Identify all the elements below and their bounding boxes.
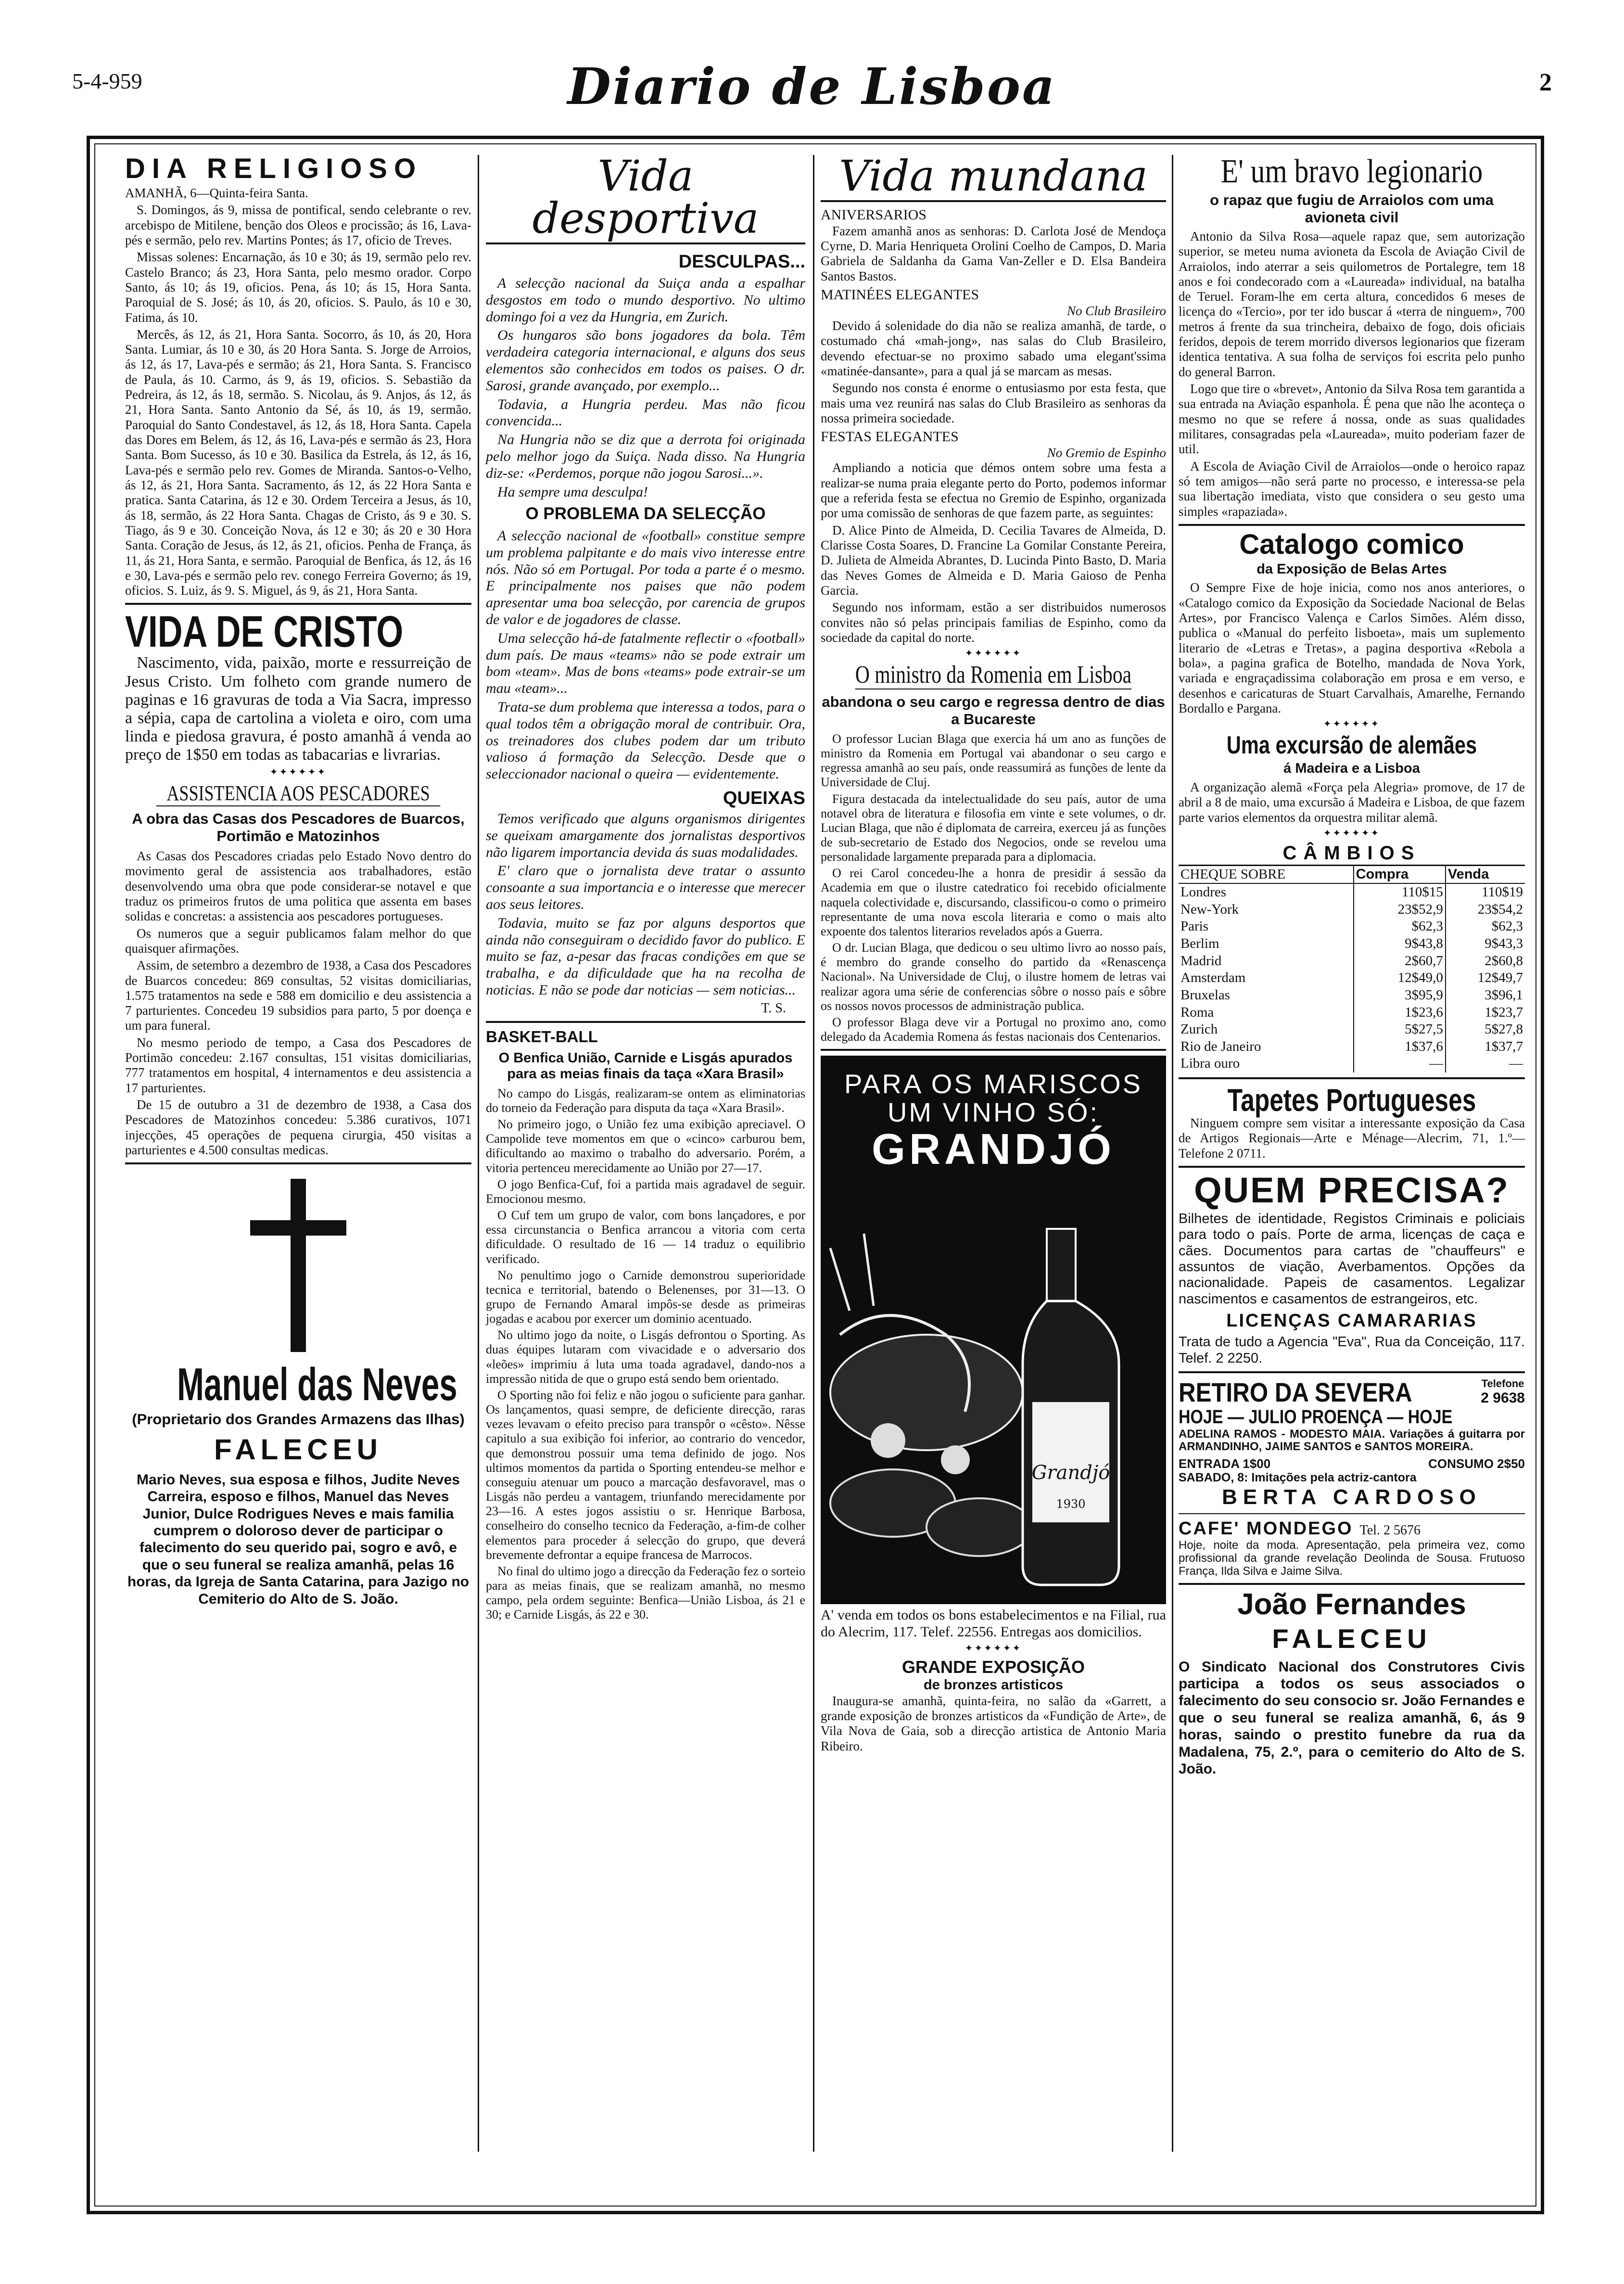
cafe-mondego-body: Hoje, noite da moda. Apresentação, pela primeira vez, como profissional da grande revelação Deolinda de Sousa. Frutuoso França, Ilda Silva e Jaime Silva. [1179, 1539, 1525, 1578]
ministro-paragraph: Figura destacada da intelectualidade do seu país, autor de uma notavel obra de literatura e filosofia em vinte e sete volumes, o dr. Lucian Blaga, que não é diplomata de carreira, exerceu já as funções de sub-secretario de Estado dos Negocios, onde se revelou uma personalidade largamente preparada para a diplomacia. [821, 791, 1166, 864]
divider [1179, 1371, 1525, 1373]
aniversarios-body: Fazem amanhã anos as senhoras: D. Carlota José de Mendoça Cyrne, D. Maria Henriqueta Orolini Coelho de Campos, D. Maria Gabriela de Saldanha da Gama Van-Zeller e D. Elsa Bandeira Santos Bastos. [821, 223, 1166, 283]
cambios-city: Bruxelas [1180, 987, 1231, 1003]
festas-paragraph: Ampliando a noticia que démos ontem sobre uma festa a realizar-se numa praia elegante perto do Porto, podemos informar que a referida festa se efectua no Gremio de Espinho, organizada por uma comissão de senhoras de que fazem parte, as seguintes: [821, 460, 1166, 521]
tapetes-body: Ninguem compre sem visitar a interessante exposição da Casa de Artigos Regionais—Arte e Ménage—Alecrim, 71, 1.º—Telefone 2 0711. [1179, 1116, 1525, 1161]
queixas-title: QUEIXAS [723, 788, 805, 808]
desculpas-paragraph: Na Hungria não se diz que a derrota foi originada pelo melhor jogo da Suiça. Nada disso. Na Hungria diz-se: «Perdemos, porque não jogou Sarosi...». [486, 432, 805, 481]
cambios-city: Berlim [1180, 936, 1219, 952]
dia-religioso-lead: AMANHÃ, 6—Quinta-feira Santa. [125, 186, 308, 200]
joao-name: João Fernandes [1237, 1587, 1466, 1621]
cambios-compra: 1$37,6 [1354, 1038, 1446, 1056]
cambios-compra: 110$15 [1354, 883, 1446, 901]
column-1 [125, 155, 471, 1608]
cambios-row [1179, 970, 1525, 987]
cambios-title: CÂMBIOS [1179, 842, 1525, 866]
dia-religioso-paragraph: Mercês, ás 12, ás 21, Hora Santa. Socorro, ás 10, ás 20, Hora Santa. Lumiar, ás 10 e 30, ás 20 Hora Santa. S. Jorge de Arroios, ás 12, ás 17, Lava-pés e sermão; ás 21, Hora Santa. S. Francisco de Paula, ás 10. Carmo, ás 9, ás 19, oficios. S. Sebastião da Pedreira, ás 12, ás 18, sermão. S. Nicolau, ás 9. Anjos, ás 12, ás 21, Hora Santa. Santo Antonio da Sé, ás 10, ás 19, sermão. Paroquial do Santo Condestavel, ás 12, ás 18, Hora Santa. Capela das Dores em Belem, ás 12, ás 16, Lava-pés e sermão ás 23, Hora Santa. Bom Sucesso, ás 10 e 30. Basilica da Estrela, ás 12, ás 16, Lava-pés e sermão pelo rev. Gomes de Miranda. Santos-o-Velho, ás 12, ás 21, Hora Santa. Sacramento, ás 12, ás 22 Hora Santa e pratica. Santa Catarina, ás 12 e 30. Ordem Terceira a Jesus, ás 10, ás 18, sermão, ás 22 Hora Santa. Chagas de Cristo, ás 9 e 30. S. Tiago, ás 9 e 30. Conceição Nova, ás 12 e 30; ás 20 e 30 Hora Santa. Coração de Jesus, ás 12, ás 21, oficios. Penha de França, ás 11, ás 21, Hora Santa, e sermão. Paroquial de Benfica, ás 12, ás 16 e 30, Lava-pés e sermão pelo rev. conego Ferreira Governo; ás 19, oficios. S. Luiz, ás 9. S. Miguel, ás 9, ás 21, Hora Santa. [125, 327, 471, 598]
joao-body: O Sindicato Nacional dos Construtores Civis participa a todos os seus associados o falecimento do seu consocio sr. João Fernandes e que o seu funeral se realiza amanhã, 6, ás 9 horas, saindo o prestito funebre da rua da Madalena, 75, 2.º, para o cemiterio do Alto de S. João. [1179, 1659, 1525, 1777]
assistencia-subtitle: A obra das Casas dos Pescadores de Buarcos, Portimão e Matozinhos [132, 810, 465, 845]
cambios-venda: 2$60,8 [1446, 953, 1525, 970]
cambios-city: Londres [1180, 884, 1227, 900]
severa-title: RETIRO DA SEVERA [1179, 1377, 1412, 1407]
ministro-subtitle: abandona o seu cargo e regressa dentro de dias a Bucareste [822, 693, 1165, 727]
ornament-divider: ✦✦✦✦✦✦ [1323, 828, 1381, 839]
legionario-paragraph: A Escola de Aviação Civil de Arraiolos—onde o heroico rapaz só tem amigos—não será parte no processo, e interessa-se pela sua libertação imediata, visto que considera o seu gesto uma simples «rapaziada». [1179, 459, 1525, 519]
basket-paragraph: No ultimo jogo da noite, o Lisgás defrontou o Sporting. As duas équipes lutaram com vivacidade e o adversario dos «leões» imprimiu á luta uma toada agradavel, dando-nos a impressão nitida de que o grupo está sendo bem orientado. [486, 1328, 805, 1386]
legionario-paragraph: Logo que tire o «brevet», Antonio da Silva Rosa tem garantida a sua entrada na Aviação espanhola. É pena que não lhe aconteça o mesmo no que se refere á nossa, onde as suas qualidades militares, consagradas pela «Laureada», muito poderiam fazer de util. [1179, 382, 1525, 457]
ministro-paragraph: O professor Lucian Blaga que exercia há um ano as funções de ministro da Romenia em Portugal vai abandonar o seu cargo e regressa amanhã ao seu país, onde reassumirá as funções de lente da Universidade de Cluj. [821, 731, 1166, 790]
cambios-venda: 5$27,8 [1446, 1021, 1525, 1038]
severa-line1: ADELINA RAMOS - MODESTO MAIA. Variações á guitarra por ARMANDINHO, JAIME SANTOS e SANTOS MOREIRA. [1179, 1428, 1525, 1454]
grandjo-line2: UM VINHO SÓ: [887, 1097, 1100, 1127]
column-4 [1179, 155, 1525, 1777]
dia-religioso-paragraph: S. Domingos, ás 9, missa de pontifical, sendo celebrante o rev. arcebispo de Mitilene, benção dos Oleos e procissão; ás 16, Lava-pés e sermão, pelo rev. Martins Pontes; ás 17, oficio de Treves. [125, 203, 471, 247]
festas-place: No Gremio de Espinho [1047, 446, 1166, 460]
basket-paragraph: No campo do Lisgás, realizaram-se ontem as eliminatorias do torneio da Federação para disputa da taça «Xara Brasil». [486, 1086, 805, 1115]
catalogo-subtitle: da Exposição de Belas Artes [1256, 561, 1447, 577]
basket-paragraph: O Sporting não foi feliz e não jogou o suficiente para ganhar. Os lançamentos, quasi sempre, de deficiente direcção, raras vezes levavam o efeito preciso para transpôr o «cêsto». Nêsse capitulo a sua exibição foi inferior, ao contrario do vencedor, que demonstrou possuir uma tema definido de jogo. Nos ultimos momentos da partida o Sporting entendeu-se melhor e conseguiu atenuar um pouco a marcação desfavoravel, mas o Lisgás não perdeu a vantagem, triunfando merecidamente por 23—16. A estes jogos assistiu o sr. Henrique Barbosa, conselheiro do conselho tecnico da Federação, a-fim-de colher elementos para proceder á selecção do grupo, que deverá brevemente defrontar a equipe francesa de Marrocos. [486, 1388, 805, 1562]
cambios-city: New-York [1180, 901, 1239, 917]
severa-artist: BERTA CARDOSO [1222, 1485, 1482, 1509]
column-3 [821, 151, 1166, 1756]
cambios-row [1179, 935, 1525, 953]
matinees-title: MATINÉES ELEGANTES [821, 287, 979, 303]
cambios-venda: $62,3 [1446, 918, 1525, 935]
ornament-divider: ✦✦✦✦✦✦ [964, 648, 1022, 659]
issue-date: 5-4-959 [72, 69, 142, 93]
cambios-venda: — [1446, 1055, 1525, 1072]
cambios-compra: — [1354, 1055, 1446, 1072]
festas-paragraph: D. Alice Pinto de Almeida, D. Cecilia Tavares de Almeida, D. Clarisse Costa Soares, D. Francine La Gomilar Constante Pereira, D. Julieta de Almeida Abrantes, D. Lucinda Pinto Basto, D. Maria das Neves Gomes de Almeida e D. Maria Gaioso de Penha Garcia. [821, 523, 1166, 598]
obituary-name: Manuel das Neves [177, 1359, 457, 1411]
cambios-compra: 2$60,7 [1354, 953, 1446, 970]
bottle-label-text: Grandjó [1031, 1462, 1110, 1484]
festas-title: FESTAS ELEGANTES [821, 429, 959, 445]
assistencia-title: ASSISTENCIA AOS PESCADORES [156, 781, 440, 806]
ministro-paragraph: O rei Carol concedeu-lhe a honra de presidir á sessão da Academia em que o ilustre catedratico foi recebido oficialmente naquela colectividade e, discursando, classificou-o como o primeiro representante de uma nova escola literaria e como o mais alto expoente dos talentos literarios revelados após a Guerra. [821, 866, 1166, 938]
desculpas-title: DESCULPAS... [678, 252, 805, 272]
exposicao-title: GRANDE EXPOSIÇÃO [901, 1657, 1085, 1677]
cambios-compra: 12$49,0 [1354, 970, 1446, 987]
cambios-row [1179, 901, 1525, 919]
assistencia-paragraph: Os numeros que a seguir publicamos falam melhor do que quaisquer afirmações. [125, 926, 471, 956]
alemaes-subtitle: á Madeira e a Lisboa [1283, 761, 1420, 777]
quem-precisa-title: QUEM PRECISA? [1194, 1170, 1510, 1211]
divider [125, 603, 471, 605]
queixas-paragraph: Todavia, muito se faz por alguns desportos que ainda não conseguiram o decidido favor do publico. E muito se faz, a-pesar das fracas condições em que se trabalha, e da dificuldade que ha na recolha de noticias. E não se pode dar noticias — sem noticias... [486, 915, 805, 998]
quem-precisa-contact: Trata de tudo a Agencia "Eva", Rua da Conceição, 117. Telef. 2 2250. [1179, 1334, 1525, 1366]
cambios-venda: 23$54,2 [1446, 901, 1525, 919]
vida-de-cristo-body: Nascimento, vida, paixão, morte e ressurreição de Jesus Cristo. Um folheto com grande numero de paginas e 16 gravuras de toda a Via Sacra, impresso a sépia, capa de cartolina a violeta e oiro, com uma linda e piedosa gravura, é posto amanhã á venda ao preço de 1$50 em todas as tabacarias e livrarias. [125, 654, 471, 764]
grandjo-brand: GRANDJÓ [871, 1125, 1116, 1174]
basket-paragraph: O Cuf tem um grupo de valor, com bons lançadores, e por essa circunstancia o Benfica arrancou a vitoria com certa dificuldade. O resultado de 16 — 14 traduz o equilibrio verificado. [486, 1208, 805, 1266]
cambios-city: Roma [1180, 1004, 1214, 1020]
ministro-paragraph: O dr. Lucian Blaga, que dedicou o seu ultimo livro ao nosso país, é membro do grande conselho do partido da «Renascença Nacional». Na Universidade de Cluj, o ilustre homem de letras vai realizar agora uma série de conferencias sôbre o nosso país e sôbre os nossos novos processos de administração publica. [821, 941, 1166, 1013]
basket-paragraph: No primeiro jogo, o União fez uma exibição apreciavel. O Campolide teve momentos em que o «cinco» carburou bem, dificultando ao maximo o trabalho do adversario. Porém, a vitoria pertenceu merecidamente ao União por 27—17. [486, 1117, 805, 1175]
ministro-title: O ministro da Romenia em Lisboa [855, 661, 1132, 689]
cambios-compra: 3$95,9 [1354, 987, 1446, 1004]
alemaes-title: Uma excursão de alemães [1226, 731, 1477, 760]
selecao-paragraph: A selecção nacional de «football» constitue sempre um problema palpitante e do mais vivo interesse entre nós. Não só em Portugal. Por toda a parte é o mesmo. E principalmente nos paises que não podem apresentar uma boa selecção, por carencia de grupos de valor e de jogadores de classe. [486, 528, 805, 628]
cambios-row [1179, 1055, 1525, 1072]
cambios-venda: 9$43,3 [1446, 935, 1525, 953]
licencas-camararias: LICENÇAS CAMARARIAS [1226, 1311, 1477, 1331]
assistencia-paragraph: Assim, de setembro a dezembro de 1938, a Casa dos Pescadores de Buarcos concedeu: 869 consultas, 52 visitas domiciliarias, 1.575 tratamentos na sede e 588 em domicilio e deu assistencia a 7 parturientes. Concedeu 19 subsidios para parto, 5 por doença e um para funeral. [125, 958, 471, 1033]
cambios-venda: 1$23,7 [1446, 1004, 1525, 1021]
basket-paragraph: No final do ultimo jogo a direcção da Federação fez o sorteio para as meias finais, que se realizam amanhã, no mesmo campo, pela ordem seguinte: Benfica—União Lisboa, ás 21 e 30; e Carnide Lisgás, ás 22 e 30. [486, 1564, 805, 1622]
divider [1179, 524, 1525, 526]
grandjo-wine-ad [821, 1056, 1166, 1604]
cambios-col-header: Compra [1354, 866, 1446, 884]
selecao-paragraph: Trata-se dum problema que interessa a todos, para o qual todos têm a obrigação moral de contribuir. Ora, os treinadores dos clubes podem dar um tributo valioso á formação da Selecção. Desde que o seleccionador nacional o queira — evidentemente. [486, 699, 805, 782]
dia-religioso-title: DIA RELIGIOSO [125, 153, 423, 184]
joao-faleceu: FALECEU [1272, 1623, 1432, 1654]
cambios-compra: $62,3 [1354, 918, 1446, 935]
exposicao-subtitle: de bronzes artisticos [923, 1677, 1064, 1693]
severa-phone: 2 9638 [1481, 1390, 1525, 1406]
severa-phone-label: Telefone [1481, 1378, 1524, 1390]
matinees-paragraph: Devido á solenidade do dia não se realiza amanhã, de tarde, o costumado chá «mah-jong», nas salas do Club Brasileiro, devendo efectuar-se no proximo sabado uma elegant'ssima «matinée-dansante», para a qual já se marcam as mesas. [821, 319, 1166, 379]
column-rule [478, 155, 479, 2152]
cambios-city: Amsterdam [1180, 970, 1246, 986]
desculpas-paragraph: Os hungaros são bons jogadores da bola. Têm verdadeira categoria internacional, e alguns dos seus elementos são conhecidos em todos os paises. O dr. Sarosi, grande avançado, por exemplo... [486, 327, 805, 394]
retiro-severa-ad [1179, 1378, 1525, 1578]
quem-precisa-body: Bilhetes de identidade, Registos Criminais e policiais para todo o país. Porte de arma, licenças de caça e cães. Documentos para cartas de "chauffeurs" e assuntos de viação, Averbamentos. Opções da nacionalidade. Papeis de casamentos. Legalizar nascimentos e casamentos de estrangeiros, etc. [1179, 1211, 1525, 1307]
vida-mundana-header: Vida mundana [821, 155, 1166, 202]
ornament-divider: ✦✦✦✦✦✦ [964, 1643, 1022, 1654]
catalogo-title: Catalogo comico [1239, 528, 1464, 560]
obituary-joao-fernandes [1179, 1587, 1525, 1778]
desculpas-paragraph: Todavia, a Hungria perdeu. Mas não ficou convencida... [486, 396, 805, 429]
cambios-row [1179, 1021, 1525, 1038]
matinees-place: No Club Brasileiro [1066, 303, 1166, 318]
severa-entrada: ENTRADA 1$00 [1179, 1456, 1271, 1471]
vida-de-cristo-section [125, 607, 471, 764]
cafe-mondego-tel: Tel. 2 5676 [1359, 1522, 1421, 1538]
ornament-divider: ✦✦✦✦✦✦ [269, 766, 327, 778]
alemaes-body: A organização alemã «Força pela Alegria» promove, de 17 de abril a 8 de maio, uma excursão á Madeira e Lisboa, de que fazem parte varios elementos da orquestra militar alemã. [1179, 780, 1525, 825]
cambios-table [1179, 866, 1525, 1073]
cambios-city: Rio de Janeiro [1180, 1038, 1261, 1054]
legionario-paragraph: Antonio da Silva Rosa—aquele rapaz que, sem autorização superior, se meteu numa avioneta da Escola de Aviação Civil de Arraiolos, indo aterrar a seis quilometros de Portalegre, tem 18 anos e foi condecorado com a «Laureada» individual, na batalha de Teruel. Foram-lhe em certa altura, concedidos 6 meses de licença do «Tercio», por ter ido buscar á «terra de ninguem», 700 metros á frente da sua trincheira, debaixo de fogo, dois oficiais feridos, depois de terem morrido diversos legionarios que fizeram identica tentativa. A sua folha de serviços foi escrita pelo punho do general Barron. [1179, 229, 1525, 379]
cambios-city: Libra ouro [1180, 1056, 1240, 1072]
cambios-city: Madrid [1180, 953, 1222, 969]
assistencia-paragraph: No mesmo periodo de tempo, a Casa dos Pescadores de Portimão concedeu: 2.167 consultas, 151 visitas domiciliarias, 777 tratamentos em hospital, 4 internamentos e deu assistencia a 17 parturientes. [125, 1035, 471, 1095]
cambios-table-body [1179, 883, 1525, 1072]
aniversarios-title: ANIVERSARIOS [821, 207, 927, 223]
lobster-bottle-illustration [821, 1190, 1166, 1604]
basket-title: O Benfica União, Carnide e Lisgás apurados para as meias finais da taça «Xara Brasil» [498, 1050, 793, 1082]
cambios-row [1179, 953, 1525, 970]
cambios-compra: 9$43,8 [1354, 935, 1446, 953]
basket-paragraph: No penultimo jogo o Carnide demonstrou superioridade tecnica e territorial, batendo o Belenenses, por 31—13. O grupo de Fernando Amaral impôs-se desde as primeiras jogadas e acabou por exercer um dominio acentuado. [486, 1268, 805, 1326]
severa-consumo: CONSUMO 2$50 [1428, 1456, 1525, 1471]
cafe-mondego-title: CAFE' MONDEGO [1179, 1518, 1353, 1539]
obituary-body: Mario Neves, sua esposa e filhos, Judite Neves Carreira, esposo e filhos, Manuel das Neves Junior, Dulce Rodrigues Neves e mais familia cumprem o doloroso dever de participar o falecimento do seu querido pai, sogro e avô, e que o seu funeral se realiza amanhã, pelas 16 horas, da Igreja de Santa Catarina, para Jazigo no Cemiterio do Alto de S. João. [127, 1471, 469, 1607]
assistencia-paragraph: De 15 de outubro a 31 de dezembro de 1938, a Casa dos Pescadores de Matozinhos concedeu: 5.386 curativos, 1071 injecções, 45 operações de pequena cirurgia, 450 visitas a parturientes e 4.500 consultas medicas. [125, 1097, 471, 1157]
legionario-title: E' um bravo legionario [1220, 153, 1483, 190]
column-rule [813, 155, 814, 2152]
exposicao-body: Inaugura-se amanhã, quinta-feira, no salão da «Garrett, a grande exposição de bronzes artisticos da «Fundição de Arte», de Vila Nova de Gaia, sob a direcção artistica de Antonio Maria Ribeiro. [821, 1693, 1166, 1753]
cambios-city: Paris [1180, 919, 1208, 934]
ministro-paragraph: O professor Blaga deve vir a Portugal no proximo ano, como delegado da Academia Romena ás festas nacionais dos Centenarios. [821, 1015, 1166, 1044]
obituary-manuel-neves [125, 1179, 471, 1608]
obituary-subtitle: (Proprietario dos Grandes Armazens das Ilhas) [132, 1411, 465, 1428]
assistencia-section [125, 781, 471, 1158]
dia-religioso-paragraph: Missas solenes: Encarnação, ás 10 e 30; ás 19, sermão pelo rev. Castelo Branco; ás 23, Hora Santa, pelo mesmo orador. Corpo Santo, ás 10; ás 19, oficios. Pena, ás 10; ás 15, Hora Santa. Paroquial de S. José; ás 10, ás 20, oficios. S. Paulo, ás 10 e 30, Fatima, ás 10. [125, 250, 471, 325]
cambios-venda: 3$96,1 [1446, 987, 1525, 1004]
divider [486, 1021, 805, 1023]
bottle-label-year: 1930 [1056, 1497, 1086, 1511]
obituary-faleceu: FALECEU [214, 1433, 383, 1466]
cambios-compra: 1$23,6 [1354, 1004, 1446, 1021]
vida-de-cristo-title: VIDA DE CRISTO [125, 607, 404, 657]
divider [1179, 1166, 1525, 1168]
masthead-title: Diario de Lisboa [567, 57, 1057, 116]
dia-religioso-section [125, 155, 471, 598]
divider [1179, 1077, 1525, 1079]
cambios-row [1179, 1038, 1525, 1056]
selecao-paragraph: Uma selecção há-de fatalmente reflectir o «football» dum país. De maus «teams» não se pode extrair um bom «team». Mas de bons «teams» pode extrair-se um mau «team»... [486, 630, 805, 697]
severa-hoje: HOJE — JULIO PROENÇA — HOJE [1179, 1406, 1453, 1428]
queixas-signature: T. S. [761, 1000, 786, 1016]
divider [1179, 1513, 1525, 1514]
divider [125, 1162, 471, 1164]
cambios-row [1179, 918, 1525, 935]
basket-paragraph: O jogo Benfica-Cuf, foi a partida mais agradavel de seguir. Emocionou mesmo. [486, 1177, 805, 1206]
cambios-row [1179, 1004, 1525, 1021]
divider [1179, 1583, 1525, 1585]
column-rule [1172, 155, 1173, 2152]
column-2 [486, 151, 805, 1624]
cambios-venda: 110$19 [1446, 883, 1525, 901]
selecao-title: O PROBLEMA DA SELECÇÃO [525, 504, 766, 523]
legionario-subtitle: o rapaz que fugiu de Arraiolos com uma avioneta civil [1210, 191, 1494, 226]
cambios-row [1179, 883, 1525, 901]
desculpas-paragraph: Ha sempre uma desculpa! [497, 484, 648, 500]
page-number: 2 [1539, 69, 1552, 96]
divider [821, 1049, 1166, 1051]
cambios-venda: 12$49,7 [1446, 970, 1525, 987]
catalogo-body: O Sempre Fixe de hoje inicia, como nos anos anteriores, o «Catalogo comico da Exposição da Sociedade Nacional de Belas Artes», por Francisco Valença e Carlos Simões. Além disso, publica o «Manual do perfeito lisboeta», mais um suplemento literario de «Letras e Tretas», a pagina desportiva «Rebola a bola», a pagina grafica de Botelho, mandada de Nova York, variada e engraçadissima colaboração em prosa e em verso, e desenhos e caricaturas de Stuart Carvalhais, Amarelhe, Fernando Bordallo e Pargana. [1179, 580, 1525, 715]
cambios-col-header: Venda [1446, 866, 1525, 884]
cambios-venda: 1$37,7 [1446, 1038, 1525, 1056]
ornament-divider: ✦✦✦✦✦✦ [1323, 719, 1381, 730]
grandjo-line1: PARA OS MARISCOS [844, 1069, 1142, 1099]
queixas-paragraph: E' claro que o jornalista deve tratar o assunto consoante a sua importancia e o interesse que merecer aos seus leitores. [486, 863, 805, 913]
matinees-paragraph: Segundo nos consta é enorme o entusiasmo por esta festa, que mais uma vez reunirá nas salas do Club Brasileiro as senhoras da nossa primeira sociedade. [821, 381, 1166, 426]
assistencia-paragraph: As Casas dos Pescadores criadas pelo Estado Novo dentro do movimento geral de assistencia aos trabalhadores, estão desenvolvendo uma obra que pode considerar-se notavel e que traduz os primeiros frutos de uma politica que assenta em bases solidas e concretas: a assistencia aos pescadores portugueses. [125, 849, 471, 924]
grandjo-caption: A' venda em todos os bons estabelecimentos e na Filial, rua do Alecrim, 117. Telef. 22556. Entregas aos domicilios. [821, 1607, 1166, 1640]
cambios-city: Zurich [1180, 1021, 1218, 1037]
festas-paragraph: Segundo nos informam, estão a ser distribuidos numerosos convites não só pelas principais familias de Espinho, como da sociedade da capital do norte. [821, 600, 1166, 645]
severa-sabado: SABADO, 8: Imitações pela actriz-cantora [1179, 1470, 1417, 1484]
tapetes-title: Tapetes Portugueses [1227, 1082, 1476, 1118]
desculpas-paragraph: A selecção nacional da Suiça anda a espalhar desgostos em todo o mundo desportivo. No ultimo domingo foi a vez da Hungria, em Zurich. [486, 275, 805, 325]
queixas-paragraph: Temos verificado que alguns organismos dirigentes se queixam amargamente dos jornalistas desportivos não ligarem importancia devida ás suas modalidades. [486, 811, 805, 860]
vida-desportiva-header: Vida desportiva [486, 155, 805, 244]
basket-label: BASKET-BALL [486, 1028, 598, 1046]
cambios-row [1179, 987, 1525, 1004]
cambios-compra: 23$52,9 [1354, 901, 1446, 919]
cross-icon [250, 1179, 346, 1352]
cambios-col-header: CHEQUE SOBRE [1180, 866, 1286, 882]
cambios-compra: 5$27,5 [1354, 1021, 1446, 1038]
